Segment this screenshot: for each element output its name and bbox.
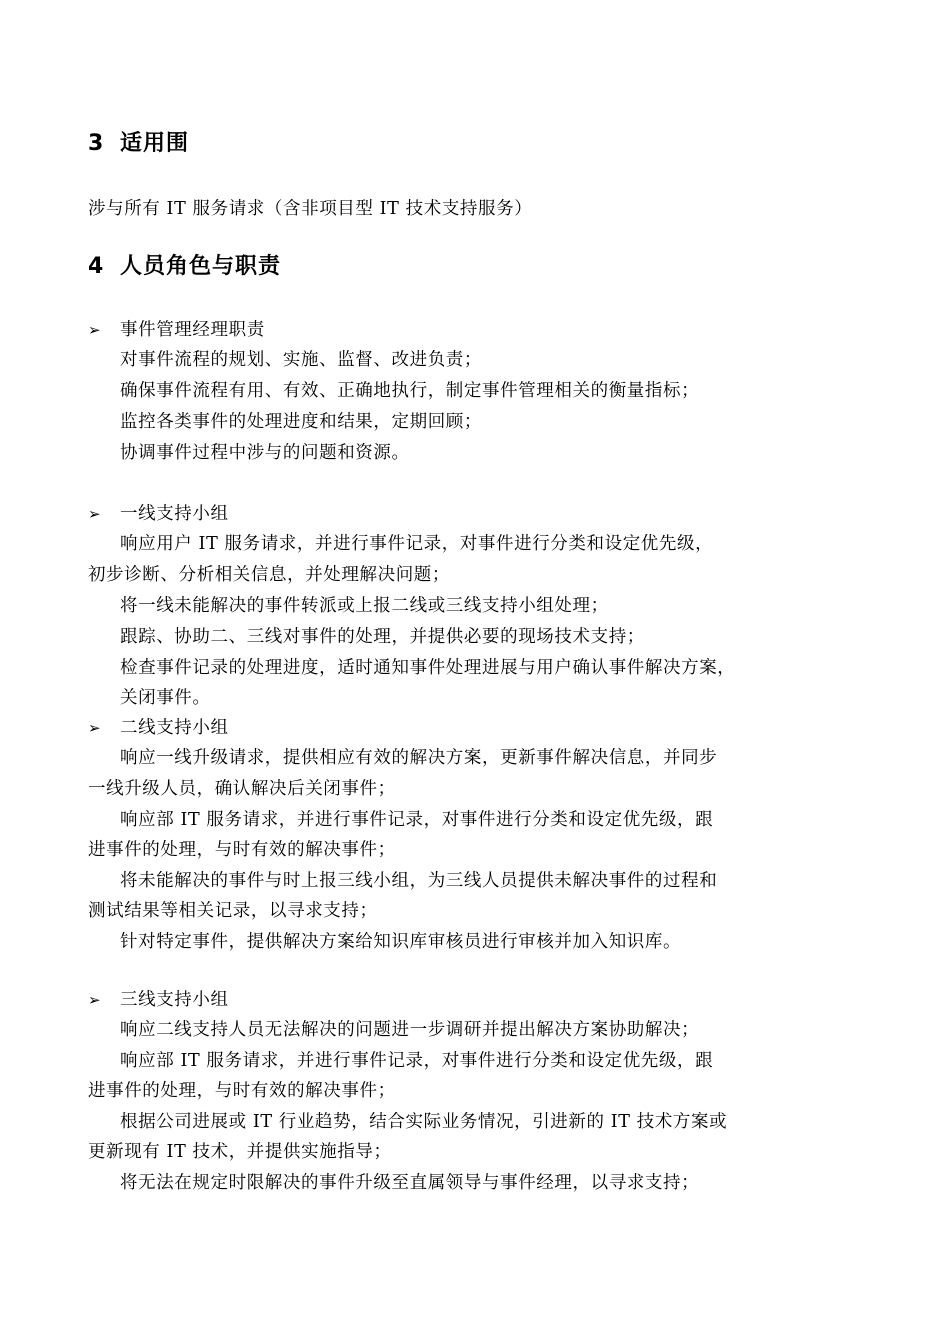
arrow-bullet-icon: ➢	[88, 719, 102, 737]
scope-text: 涉与所有 IT 服务请求（含非项目型 IT 技术支持服务）	[88, 199, 533, 219]
list-item: 将无法在规定时限解决的事件升级至直属领导与事件经理，以寻求支持；	[120, 1173, 700, 1193]
list-item: 针对特定事件，提供解决方案给知识库审核员进行审核并加入知识库。	[120, 932, 682, 952]
section-title: 适用围	[120, 131, 190, 156]
arrow-bullet-icon: ➢	[88, 505, 102, 523]
list-item: 确保事件流程有用、有效、正确地执行，制定事件管理相关的衡量指标；	[120, 381, 700, 401]
role-name: 二线支持小组	[120, 718, 229, 738]
arrow-bullet-icon: ➢	[88, 991, 102, 1009]
list-item-continuation: 测试结果等相关记录，以寻求支持；	[88, 901, 378, 921]
list-item-continuation: 初步诊断、分析相关信息，并处理解决问题；	[88, 565, 450, 585]
role-name: 三线支持小组	[120, 990, 229, 1010]
role-heading-tier2	[88, 716, 229, 740]
role-name: 一线支持小组	[120, 504, 229, 524]
role-name: 事件管理经理职责	[120, 320, 265, 340]
list-item-continuation: 一线升级人员，确认解决后关闭事件；	[88, 779, 396, 799]
list-item: 根据公司进展或 IT 行业趋势，结合实际业务情况，引进新的 IT 技术方案或	[120, 1112, 728, 1132]
list-item: 监控各类事件的处理进度和结果，定期回顾；	[120, 412, 482, 432]
list-item-continuation: 进事件的处理，与时有效的解决事件；	[88, 840, 396, 860]
list-item: 响应部 IT 服务请求，并进行事件记录，对事件进行分类和设定优先级，跟	[120, 810, 714, 830]
section-number: 3	[88, 131, 105, 156]
list-item: 检查事件记录的处理进度，适时通知事件处理进展与用户确认事件解决方案，	[120, 658, 736, 678]
role-heading-incident-manager	[88, 318, 265, 342]
list-item: 将一线未能解决的事件转派或上报二线或三线支持小组处理；	[120, 596, 609, 616]
section-number: 4	[88, 254, 105, 279]
role-heading-tier1	[88, 502, 229, 526]
section-4-heading	[88, 249, 281, 280]
list-item-continuation: 更新现有 IT 技术，并提供实施指导；	[88, 1142, 392, 1162]
list-item-continuation: 关闭事件。	[120, 688, 211, 708]
list-item: 响应一线升级请求，提供相应有效的解决方案，更新事件解决信息，并同步	[120, 748, 718, 768]
section-title: 人员角色与职责	[120, 254, 282, 279]
list-item: 将未能解决的事件与时上报三线小组，为三线人员提供未解决事件的过程和	[120, 871, 718, 891]
arrow-bullet-icon: ➢	[88, 321, 102, 339]
list-item: 协调事件过程中涉与的问题和资源。	[120, 443, 410, 463]
role-heading-tier3	[88, 988, 229, 1012]
list-item-continuation: 进事件的处理，与时有效的解决事件；	[88, 1081, 396, 1101]
section-3-heading	[88, 126, 189, 157]
list-item: 跟踪、协助二、三线对事件的处理，并提供必要的现场技术支持；	[120, 627, 645, 647]
list-item: 响应部 IT 服务请求，并进行事件记录，对事件进行分类和设定优先级，跟	[120, 1051, 714, 1071]
list-item: 对事件流程的规划、实施、监督、改进负责；	[120, 350, 482, 370]
list-item: 响应用户 IT 服务请求，并进行事件记录，对事件进行分类和设定优先级，	[120, 534, 714, 554]
list-item: 响应二线支持人员无法解决的问题进一步调研并提出解决方案协助解决；	[120, 1020, 700, 1040]
